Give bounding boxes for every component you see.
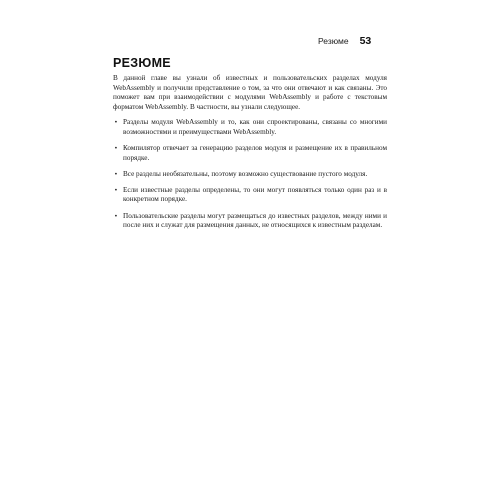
list-item-text: Компилятор отвечает за генерацию разделов модуля и размещение их в правильном порядке.: [123, 144, 387, 162]
list-item: [113, 144, 387, 163]
page-header: [318, 35, 371, 49]
bullet-icon: •: [114, 211, 118, 220]
summary-list: [113, 118, 387, 230]
list-item: [113, 170, 387, 180]
list-item: [113, 118, 387, 137]
list-item-text: Разделы модуля WebAssembly и то, как они спроектированы, связаны со многими возможностями и преимуществами WebAssembly.: [123, 118, 387, 136]
bullet-icon: •: [114, 144, 118, 153]
running-title: Резюме: [318, 36, 349, 46]
list-item-text: Пользовательские разделы могут размещаться до известных разделов, между ними и после них и служат для размещения данных, не относящихся к известным разделам.: [123, 211, 387, 230]
list-item: [113, 212, 387, 231]
list-item-text: Все разделы необязательны, поэтому возможно существование пустого модуля.: [123, 169, 368, 178]
bullet-icon: •: [114, 118, 118, 127]
list-item: [113, 186, 387, 205]
section-heading: РЕЗЮМЕ: [113, 56, 171, 70]
page-number: 53: [359, 35, 372, 47]
list-item-text: Если известные разделы определены, то они могут появляться только один раз и в конкретном порядке.: [123, 185, 387, 204]
intro-paragraph: В данной главе вы узнали об известных и пользовательских разделах модуля WebAssembly и получили представление о том, за что они отвечают и как связаны. Это поможет вам при взаимодействии с модулями WebAssembly и работе с текстовым форматом WebAssembly. В частности, вы узнали следующее.: [113, 74, 387, 111]
bullet-icon: •: [114, 185, 118, 194]
section-body: [113, 74, 387, 237]
bullet-icon: •: [114, 169, 118, 178]
